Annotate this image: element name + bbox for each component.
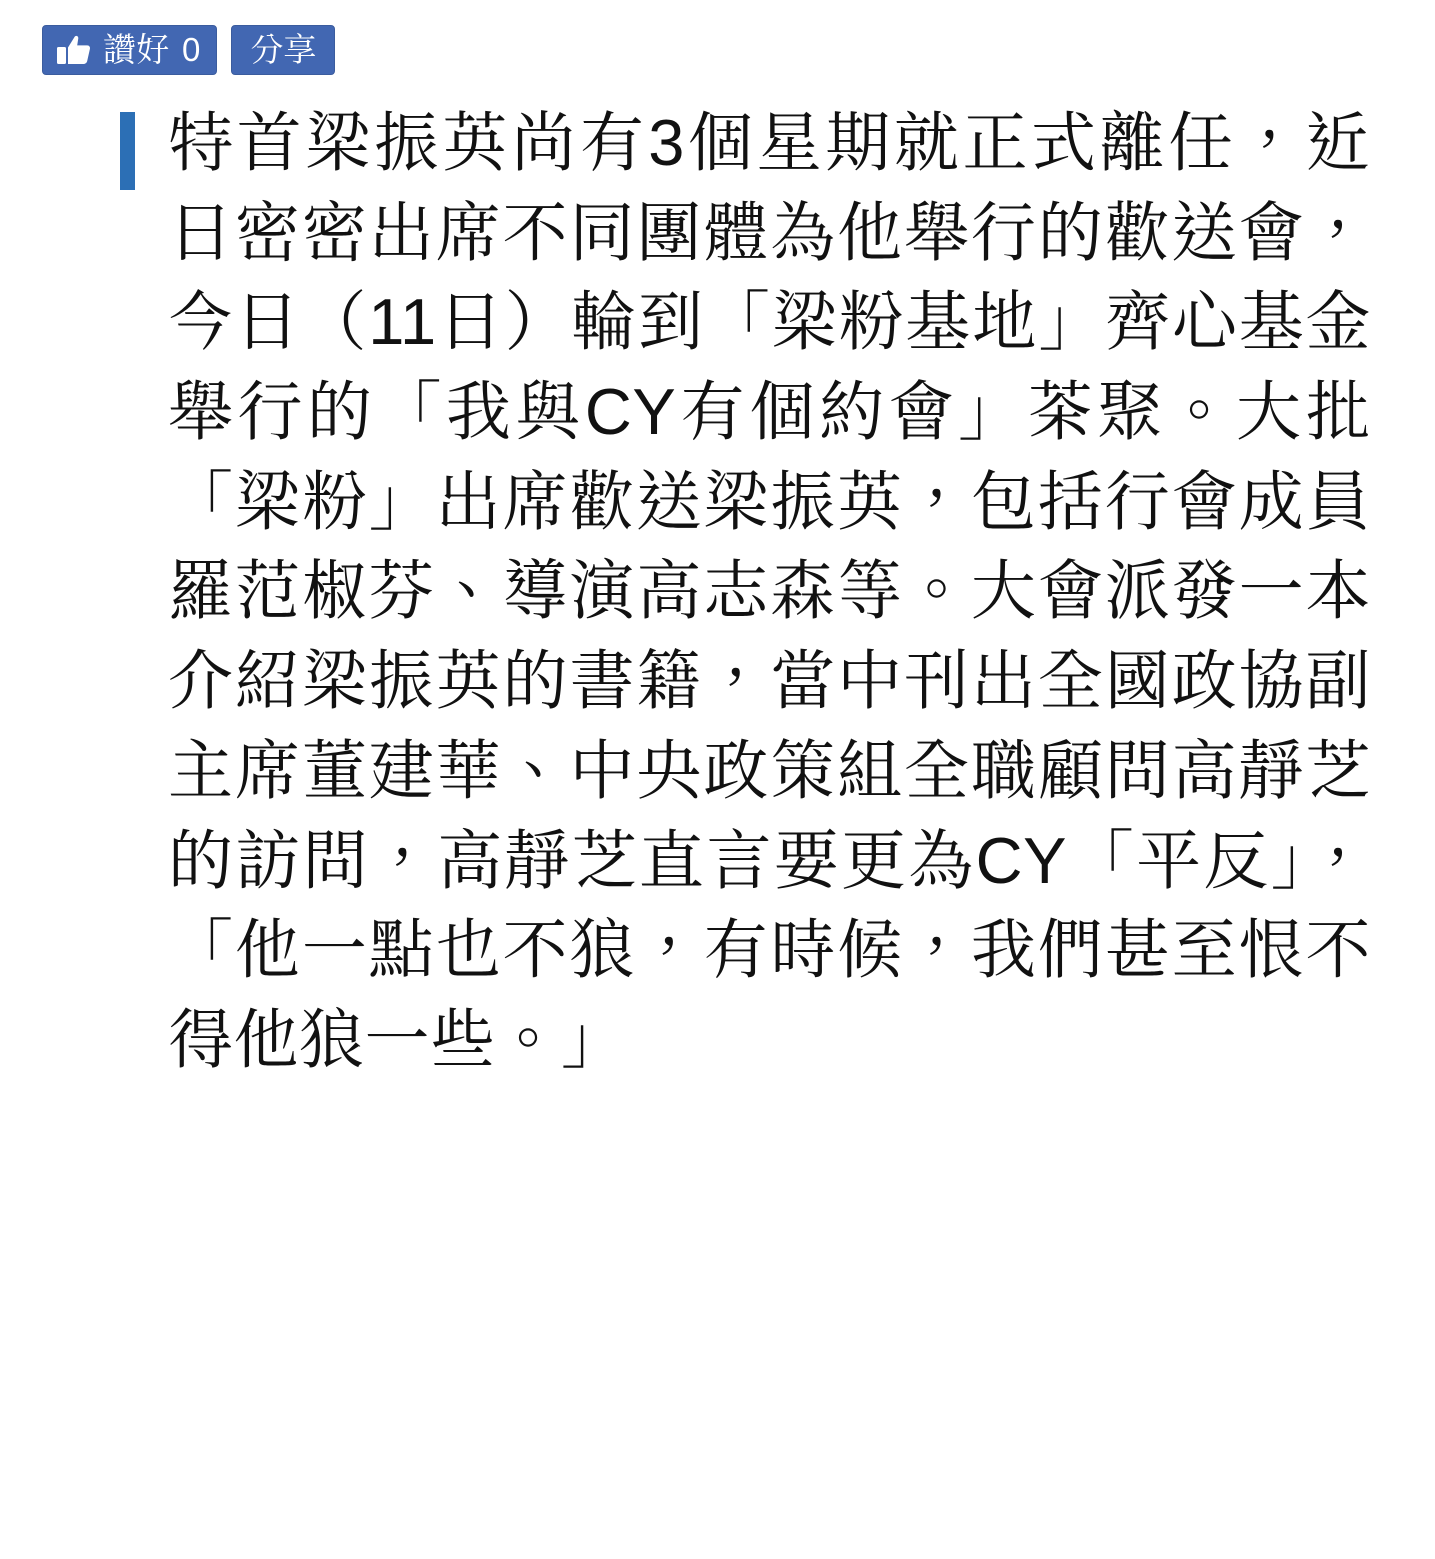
like-count: 0 xyxy=(182,31,201,68)
article-paragraph: 特首梁振英尚有3個星期就正式離任，近日密密出席不同團體為他舉行的歡送會，今日（11日）輪到「梁粉基地」齊心基金舉行的「我與CY有個約會」茶聚。大批「梁粉」出席歡送梁振英，包括行會成員羅范椒芬、導演高志森等。大會派發一本介紹梁振英的書籍，當中刊出全國政協副主席董建華、中央政策組全職顧問高靜芝的訪問，高靜芝直言要更為CY「平反」，「他一點也不狼，有時候，我們甚至恨不得他狼一些。」 xyxy=(168,106,1371,1076)
thumbs-up-icon xyxy=(57,34,91,66)
like-label: 讚好 xyxy=(103,31,170,68)
facebook-like-button[interactable] xyxy=(42,25,217,75)
quote-accent-bar xyxy=(120,112,135,190)
facebook-share-button[interactable] xyxy=(231,25,335,75)
social-share-bar xyxy=(0,0,1435,70)
share-label: 分享 xyxy=(250,31,317,68)
article-content xyxy=(168,98,1401,1085)
